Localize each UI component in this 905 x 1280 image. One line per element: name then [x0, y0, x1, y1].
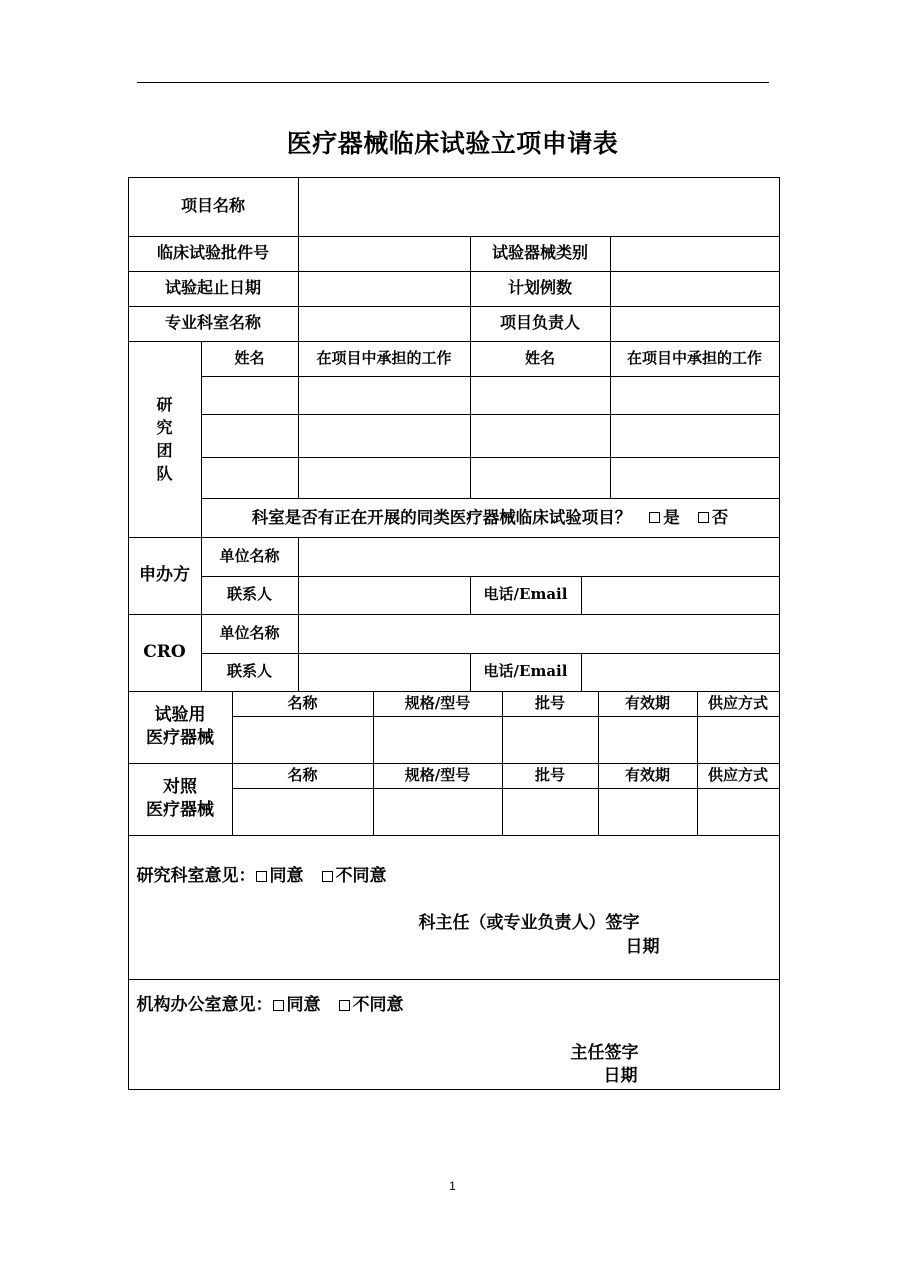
- office-agree-checkbox[interactable]: [273, 1000, 284, 1011]
- device-category-field[interactable]: [610, 236, 780, 272]
- control-device-spec-field[interactable]: [373, 788, 503, 836]
- sponsor-label: 申办方: [128, 537, 202, 615]
- test-device-label-line1: 试验用: [154, 705, 206, 726]
- no-label: 否: [711, 507, 729, 527]
- team-member-role[interactable]: [610, 376, 780, 415]
- department-label: 专业科室名称: [128, 306, 299, 342]
- test-device-spec-field[interactable]: [373, 716, 503, 764]
- yes-checkbox[interactable]: [649, 512, 660, 523]
- control-device-expiry-field[interactable]: [598, 788, 698, 836]
- control-device-label-line1: 对照: [163, 777, 197, 798]
- dept-opinion-section: [128, 835, 780, 980]
- control-device-name-field[interactable]: [232, 788, 374, 836]
- dept-agree-checkbox[interactable]: [256, 871, 267, 882]
- team-member-name[interactable]: [470, 376, 611, 415]
- approval-no-field[interactable]: [298, 236, 471, 272]
- dept-disagree-label: 不同意: [335, 865, 387, 886]
- test-device-label-line2: 医疗器械: [146, 728, 214, 748]
- cro-contact-label: 联系人: [201, 653, 299, 692]
- test-device-name-field[interactable]: [232, 716, 374, 764]
- team-label-char: 队: [156, 464, 173, 484]
- control-device-label: [128, 763, 233, 836]
- team-label-char: 团: [156, 441, 173, 460]
- page-number: 1: [449, 1179, 456, 1193]
- header-rule: [137, 82, 769, 83]
- project-leader-field[interactable]: [610, 306, 780, 342]
- sponsor-phone-field[interactable]: [581, 576, 780, 615]
- cro-label: CRO: [128, 614, 202, 692]
- project-name-label: 项目名称: [128, 177, 299, 237]
- similar-trial-question-row: [201, 498, 780, 538]
- office-agree-label: 同意: [286, 994, 321, 1015]
- similar-trial-question: 科室是否有正在开展的同类医疗器械临床试验项目？: [251, 507, 632, 527]
- team-member-name[interactable]: [201, 414, 299, 458]
- team-label-char: 研: [156, 394, 173, 414]
- test-device-col-expiry: 有效期: [598, 691, 698, 717]
- team-col-role-2: 在项目中承担的工作: [610, 341, 780, 377]
- office-signature-label: 主任签字: [570, 1042, 639, 1063]
- test-device-batch-field[interactable]: [502, 716, 599, 764]
- control-device-col-supply: 供应方式: [697, 763, 780, 789]
- sponsor-phone-label: 电话/Email: [470, 576, 582, 615]
- yes-label: 是: [663, 507, 680, 527]
- control-device-supply-field[interactable]: [697, 788, 780, 836]
- test-device-label: [128, 691, 233, 764]
- office-date-label: 日期: [603, 1065, 638, 1086]
- team-member-role[interactable]: [298, 414, 471, 458]
- test-device-col-name: 名称: [232, 691, 374, 717]
- sponsor-contact-label: 联系人: [201, 576, 299, 615]
- dept-date-label: 日期: [625, 936, 660, 957]
- team-col-role: 在项目中承担的工作: [298, 341, 471, 377]
- device-category-label: 试验器械类别: [470, 236, 611, 272]
- dept-agree-label: 同意: [269, 865, 304, 886]
- cro-phone-field[interactable]: [581, 653, 780, 692]
- team-member-role[interactable]: [610, 414, 780, 458]
- cro-unit-field[interactable]: [298, 614, 780, 654]
- no-checkbox[interactable]: [698, 512, 709, 523]
- test-device-col-supply: 供应方式: [697, 691, 780, 717]
- control-device-col-batch: 批号: [502, 763, 599, 789]
- cro-contact-field[interactable]: [298, 653, 471, 692]
- form-title: 医疗器械临床试验立项申请表: [286, 129, 619, 158]
- sponsor-contact-field[interactable]: [298, 576, 471, 615]
- test-device-col-batch: 批号: [502, 691, 599, 717]
- control-device-label-line2: 医疗器械: [146, 800, 214, 820]
- sponsor-unit-field[interactable]: [298, 537, 780, 577]
- team-member-name[interactable]: [470, 414, 611, 458]
- team-member-name[interactable]: [201, 457, 299, 499]
- test-device-expiry-field[interactable]: [598, 716, 698, 764]
- test-device-supply-field[interactable]: [697, 716, 780, 764]
- test-device-col-spec: 规格/型号: [373, 691, 503, 717]
- approval-no-label: 临床试验批件号: [128, 236, 299, 272]
- team-col-name: 姓名: [201, 341, 299, 377]
- control-device-col-spec: 规格/型号: [373, 763, 503, 789]
- planned-cases-field[interactable]: [610, 271, 780, 307]
- planned-cases-label: 计划例数: [470, 271, 611, 307]
- team-member-name[interactable]: [201, 376, 299, 415]
- office-opinion-label: 机构办公室意见：: [136, 994, 273, 1015]
- team-member-role[interactable]: [298, 376, 471, 415]
- department-field[interactable]: [298, 306, 471, 342]
- control-device-col-expiry: 有效期: [598, 763, 698, 789]
- office-disagree-label: 不同意: [352, 994, 404, 1015]
- project-name-field[interactable]: [298, 177, 780, 237]
- team-member-name[interactable]: [470, 457, 611, 499]
- research-team-label: [128, 341, 202, 538]
- application-form: [128, 177, 780, 1090]
- cro-phone-label: 电话/Email: [470, 653, 582, 692]
- dept-opinion-label: 研究科室意见：: [136, 865, 256, 886]
- office-disagree-checkbox[interactable]: [339, 1000, 350, 1011]
- control-device-col-name: 名称: [232, 763, 374, 789]
- sponsor-unit-label: 单位名称: [201, 537, 299, 577]
- dept-disagree-checkbox[interactable]: [322, 871, 333, 882]
- trial-dates-field[interactable]: [298, 271, 471, 307]
- trial-dates-label: 试验起止日期: [128, 271, 299, 307]
- team-label-char: 究: [156, 417, 173, 437]
- office-opinion-section: [128, 979, 780, 1090]
- team-member-role[interactable]: [610, 457, 780, 499]
- dept-signature-label: 科主任（或专业负责人）签字: [418, 912, 640, 933]
- project-leader-label: 项目负责人: [470, 306, 611, 342]
- team-member-role[interactable]: [298, 457, 471, 499]
- control-device-batch-field[interactable]: [502, 788, 599, 836]
- cro-unit-label: 单位名称: [201, 614, 299, 654]
- team-col-name-2: 姓名: [470, 341, 611, 377]
